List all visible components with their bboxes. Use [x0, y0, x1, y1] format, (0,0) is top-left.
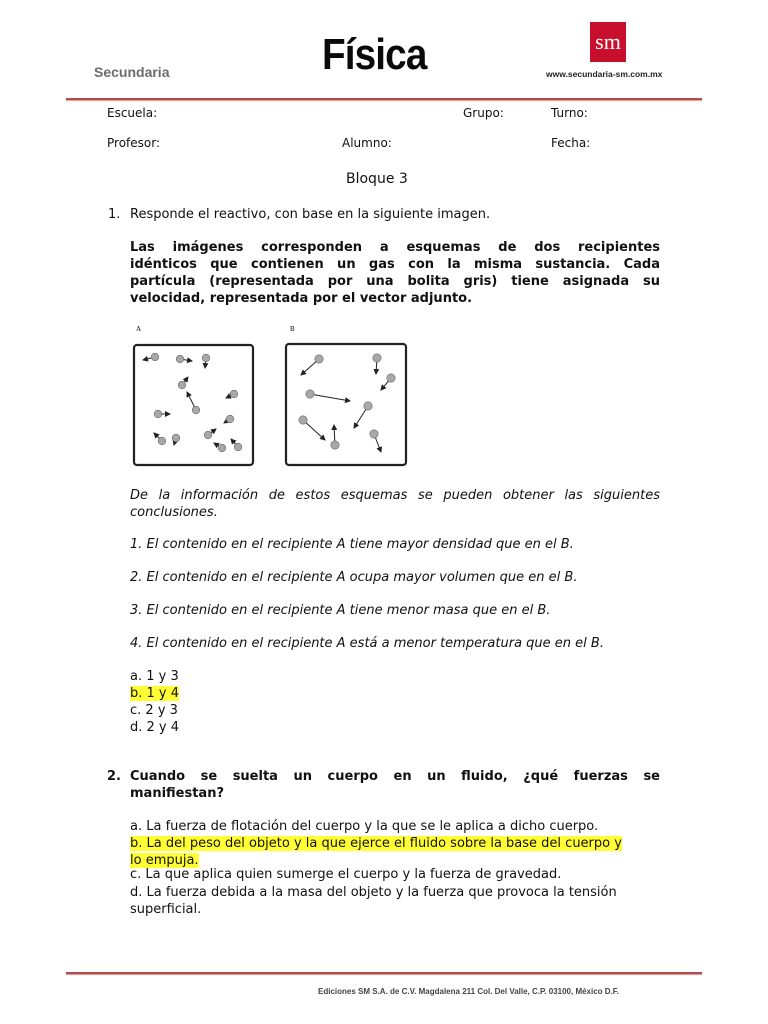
gas-particle — [202, 354, 210, 362]
gas-particle — [306, 390, 314, 398]
q1-intro-line: velocidad, representada por el vector adjunto. — [130, 291, 473, 306]
q2-option-d-line: d. La fuerza debida a la masa del objeto y la fuerza que provoca la tensión — [130, 885, 617, 900]
particles-a — [143, 353, 242, 452]
gas-particle — [373, 354, 381, 362]
q1-option-b: b. 1 y 4 — [130, 686, 180, 701]
gas-particle — [230, 390, 238, 398]
q2-option-c: c. La que aplica quien sumerge el cuerpo y la fuerza de gravedad. — [130, 867, 562, 882]
container-b-label: B — [290, 325, 295, 333]
gas-particle — [387, 374, 395, 382]
header-divider — [66, 98, 702, 100]
website-url: www.secundaria-sm.com.mx — [546, 69, 663, 79]
conclusion-1: 1. El contenido en el recipiente A tiene mayor densidad que en el B. — [130, 537, 574, 552]
page-title: Física — [322, 30, 427, 79]
q1-number: 1. — [108, 207, 121, 222]
level-label: Secundaria — [94, 64, 170, 80]
gas-particle — [154, 410, 162, 418]
gas-particle — [192, 406, 200, 414]
gas-particle — [226, 415, 234, 423]
q1-lead — [130, 487, 660, 521]
q2-number: 2. — [107, 769, 121, 784]
profesor-label: Profesor: — [107, 136, 161, 150]
q1-intro — [130, 239, 660, 307]
alumno-label: Alumno: — [342, 136, 392, 150]
fecha-label: Fecha: — [551, 136, 591, 150]
q1-option-c: c. 2 y 3 — [130, 703, 178, 718]
gas-particle — [218, 444, 226, 452]
footer-text: Ediciones SM S.A. de C.V. Magdalena 211 Col. Del Valle, C.P. 03100, México D.F. — [318, 987, 620, 996]
gas-particle — [151, 353, 159, 361]
conclusion-3: 3. El contenido en el recipiente A tiene menor masa que en el B. — [130, 603, 551, 618]
q1-prompt: Responde el reactivo, con base en la siguiente imagen. — [130, 207, 491, 222]
q2-option-b-line: lo empuja. — [130, 853, 199, 868]
gas-particle — [364, 402, 372, 410]
container-a-label: A — [136, 325, 142, 333]
gas-particle — [370, 430, 378, 438]
escuela-label: Escuela: — [107, 106, 158, 120]
sm-logo: sm — [590, 22, 626, 62]
gas-particle — [315, 355, 323, 363]
q1-intro-line: Las imágenes corresponden a esquemas de dos recipientes — [130, 240, 660, 255]
gas-particle — [299, 416, 307, 424]
container-b — [286, 344, 406, 465]
particles-b — [299, 354, 395, 452]
gas-particle — [178, 381, 186, 389]
gas-particle — [204, 431, 212, 439]
conclusion-2: 2. El contenido en el recipiente A ocupa mayor volumen que en el B. — [130, 570, 578, 585]
q2-question — [130, 768, 660, 802]
q1-option-d: d. 2 y 4 — [130, 720, 180, 735]
gas-particle — [176, 355, 184, 363]
conclusion-4: 4. El contenido en el recipiente A está a menor temperatura que en el B. — [130, 636, 604, 651]
q1-lead-line: conclusiones. — [130, 505, 218, 520]
q1-intro-line: partícula (representada por una bolita gris) tiene asignada su — [130, 274, 660, 289]
turno-label: Turno: — [551, 106, 588, 120]
q1-option-a: a. 1 y 3 — [130, 669, 179, 684]
footer-divider — [66, 972, 702, 974]
gas-particle — [331, 441, 339, 449]
container-diagram — [128, 322, 413, 472]
q1-intro-line: idénticos que contienen un gas con la misma sustancia. Cada — [130, 257, 660, 272]
block-title: Bloque 3 — [346, 171, 408, 187]
q2-option-b-line: b. La del peso del objeto y la que ejerce el fluido sobre la base del cuerpo y — [130, 836, 622, 851]
q2-question-line: Cuando se suelta un cuerpo en un fluido, ¿qué fuerzas se — [130, 769, 660, 784]
velocity-vector — [310, 394, 350, 401]
gas-particle — [172, 434, 180, 442]
q2-option-a: a. La fuerza de flotación del cuerpo y la que se le aplica a dicho cuerpo. — [130, 819, 599, 834]
q1-lead-line: De la información de estos esquemas se pueden obtener las siguientes — [130, 488, 660, 503]
q2-option-d-line: superficial. — [130, 902, 202, 917]
gas-particle — [234, 443, 242, 451]
q2-question-line: manifiestan? — [130, 786, 225, 801]
gas-particle — [158, 437, 166, 445]
grupo-label: Grupo: — [463, 106, 504, 120]
